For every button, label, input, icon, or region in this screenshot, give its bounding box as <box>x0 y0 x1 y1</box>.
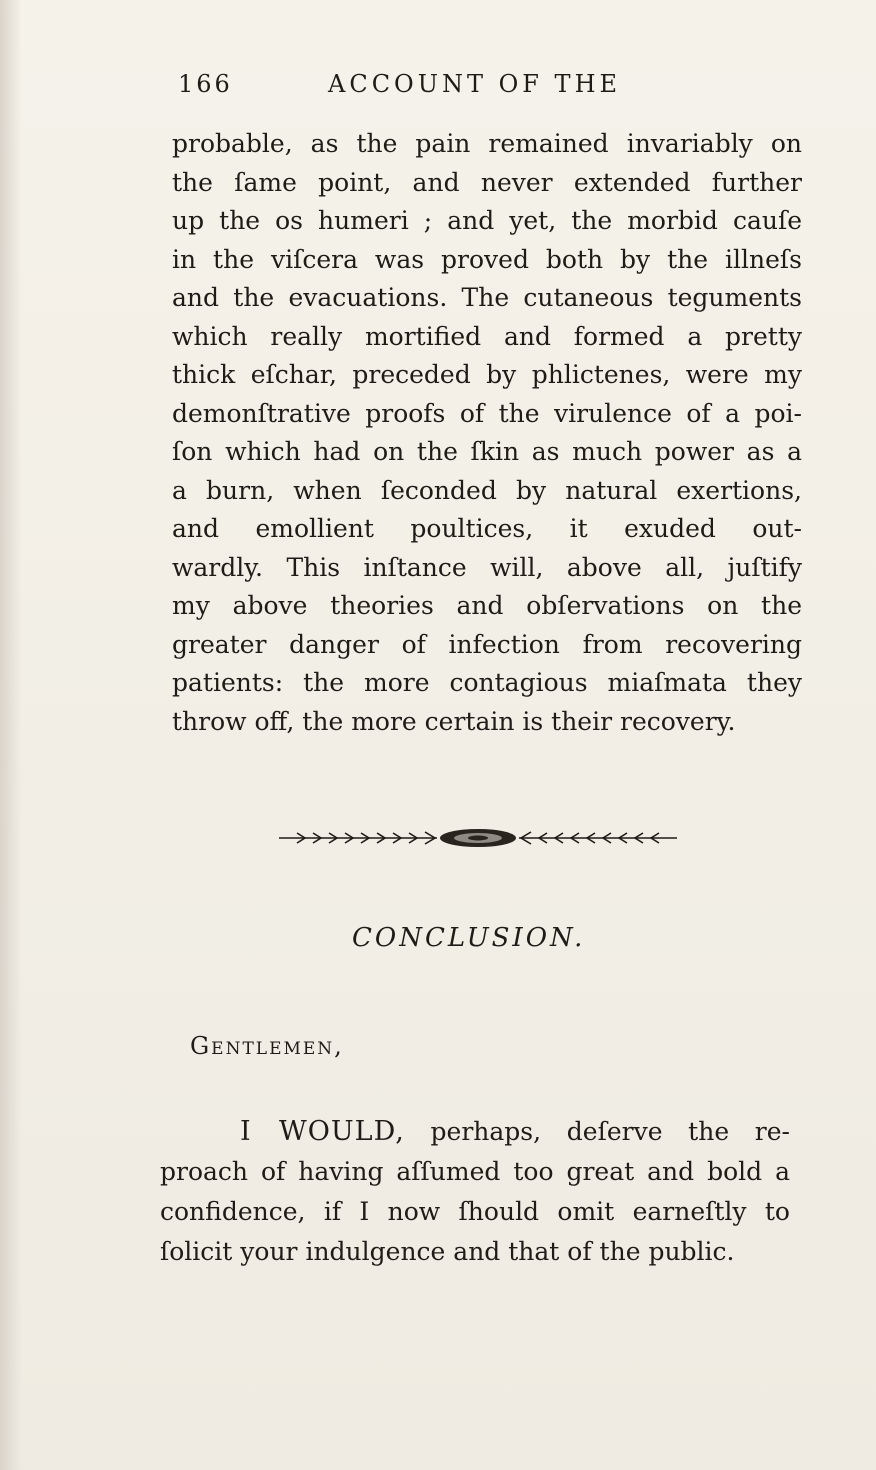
text-line: which really mortified and formed a pretty <box>172 321 802 351</box>
text-line: proach of having aſſumed too great and bold a <box>160 1157 790 1186</box>
text-line: in the viſcera was proved both by the illneſs <box>172 244 802 274</box>
text-line: demonſtrative proofs of the virulence of a poi- <box>172 398 802 428</box>
text-line: ſolicit your indulgence and that of the public. <box>160 1237 735 1266</box>
text-fragment: perhaps, deſerve the re- <box>430 1117 791 1146</box>
opening-words: I WOULD, <box>240 1116 405 1147</box>
ornamental-rule <box>277 826 679 850</box>
page-edge-shadow <box>0 0 22 1470</box>
text-line: ſon which had on the ſkin as much power as a <box>172 437 802 466</box>
page-header <box>178 70 658 110</box>
text-line: throw off, the more certain is their recovery. <box>172 706 736 736</box>
text-line: patients: the more contagious miaſmata they <box>172 668 802 697</box>
body-paragraph-1 <box>172 125 802 741</box>
text-line <box>160 1112 790 1152</box>
text-line: probable, as the pain remained invariably on <box>172 129 802 158</box>
text-line: confidence, if I now ſhould omit earneſtly to <box>160 1197 790 1226</box>
text-line: and the evacuations. The cutaneous teguments <box>172 283 802 312</box>
body-paragraph-2 <box>160 1112 790 1272</box>
section-title: CONCLUSION. <box>352 923 586 953</box>
text-line: my above theories and obſervations on the <box>172 591 802 620</box>
salutation: Gentlemen, <box>190 1032 344 1060</box>
text-line: and emollient poultices, it exuded out- <box>172 514 802 543</box>
page-number: 166 <box>178 70 233 98</box>
text-line: a burn, when ſeconded by natural exertions, <box>172 475 802 505</box>
text-line: up the os humeri ; and yet, the morbid cauſe <box>172 206 802 235</box>
text-line: the ſame point, and never extended further <box>172 167 802 197</box>
text-line: wardly. This inſtance will, above all, juſtify <box>172 552 802 582</box>
text-line: thick eſchar, preceded by phlictenes, were my <box>172 360 802 389</box>
text-line: greater danger of infection from recovering <box>172 629 802 659</box>
running-head: ACCOUNT OF THE <box>328 70 622 98</box>
